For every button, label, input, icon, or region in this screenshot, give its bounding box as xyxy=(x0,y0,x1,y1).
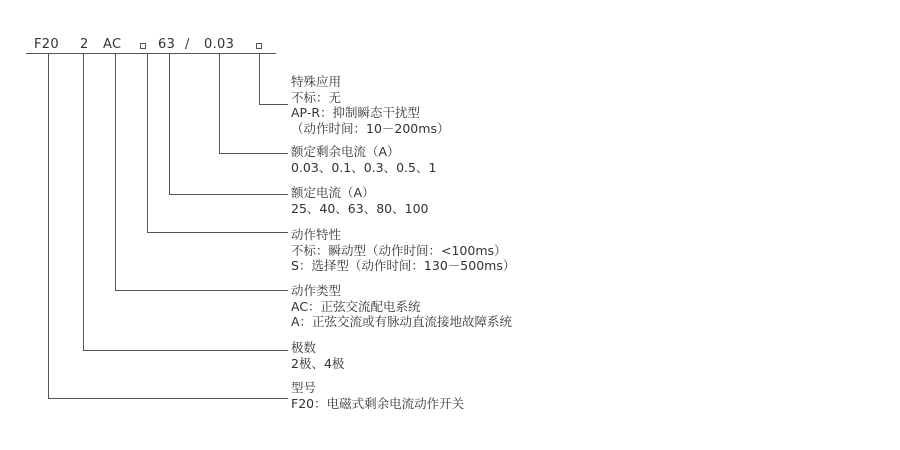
label-line: 25、40、63、80、100 xyxy=(291,200,429,216)
label-title: 动作类型 xyxy=(291,283,342,298)
label-title: 额定电流（A） xyxy=(291,185,375,200)
label-title: 型号 xyxy=(291,380,317,395)
code-current: 63 xyxy=(158,37,176,52)
label-action-type xyxy=(291,283,512,330)
label-line: 2极、4极 xyxy=(291,355,345,371)
code-poles: 2 xyxy=(80,37,89,52)
label-model xyxy=(291,380,464,411)
label-line: 不标：无 xyxy=(291,89,342,105)
label-action-characteristic xyxy=(291,227,515,274)
label-title: 极数 xyxy=(291,340,317,355)
label-line: AC：正弦交流配电系统 xyxy=(291,298,421,314)
label-line: F20：电磁式剩余电流动作开关 xyxy=(291,395,465,411)
label-special-application xyxy=(291,74,449,136)
label-line: 0.03、0.1、0.3、0.5、1 xyxy=(291,159,437,175)
label-line: A：正弦交流或有脉动直流接地故障系统 xyxy=(291,314,513,329)
square-placeholder-icon xyxy=(140,43,146,49)
code-residual: 0.03 xyxy=(204,37,235,52)
label-rated-current xyxy=(291,185,428,216)
label-title: 额定剩余电流（A） xyxy=(291,144,400,159)
label-title: 动作特性 xyxy=(291,227,342,242)
label-line: S：选择型（动作时间：130－500ms） xyxy=(291,258,516,273)
label-poles xyxy=(291,340,344,371)
label-title: 特殊应用 xyxy=(291,74,342,89)
code-separator: / xyxy=(185,37,190,52)
code-series: F20 xyxy=(34,37,59,52)
label-line: AP-R：抑制瞬态干扰型 xyxy=(291,105,421,120)
label-line: （动作时间：10－200ms） xyxy=(291,120,450,136)
code-type: AC xyxy=(103,37,122,52)
square-placeholder-icon xyxy=(256,43,262,49)
label-rated-residual-current xyxy=(291,144,436,175)
label-line: 不标：瞬动型（动作时间：<100ms） xyxy=(291,242,507,258)
